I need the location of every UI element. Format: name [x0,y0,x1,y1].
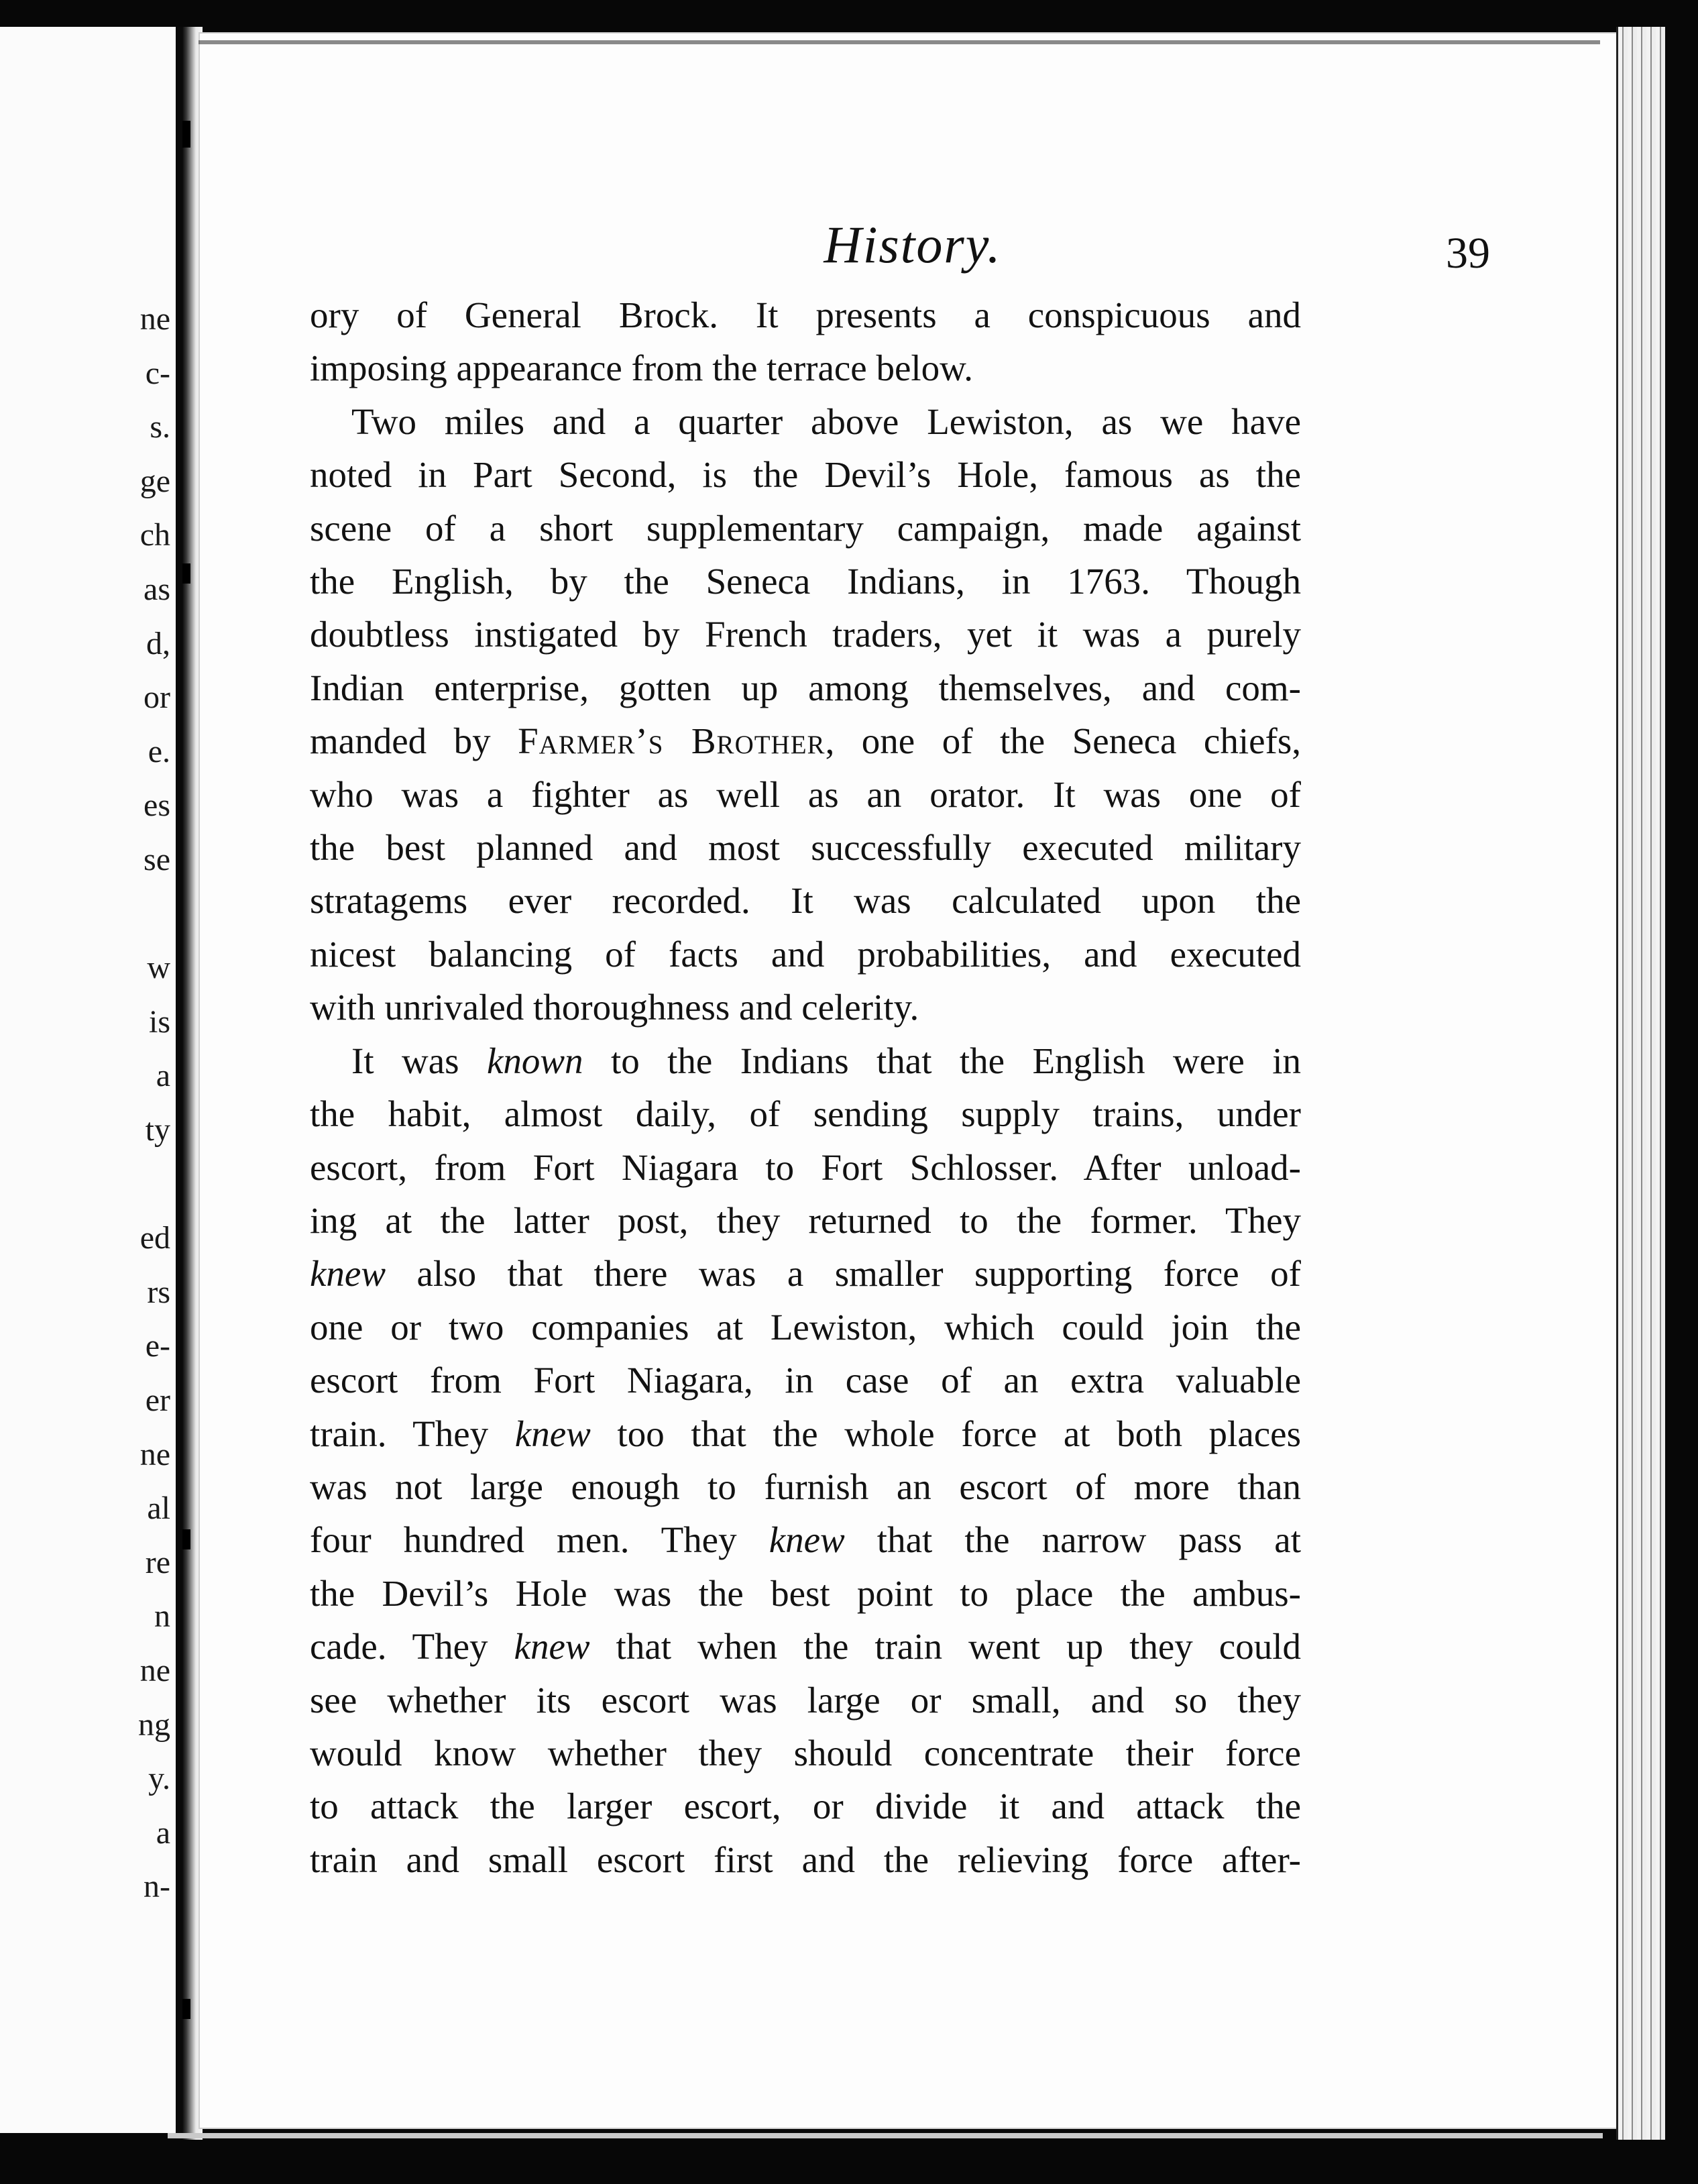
text-line [310,1833,1301,1886]
text-line [310,1141,1301,1194]
italic-emphasis: knew [310,1253,386,1295]
facing-page-fragment: es [144,787,170,824]
text-line [310,874,1301,927]
text-run: four hundred men. They [310,1519,769,1561]
text-line [310,1620,1301,1673]
text-run: too that the whole force at both places [590,1413,1301,1454]
text-line [310,768,1301,821]
facing-page-fragment: ch [139,517,170,553]
facing-page-fragment: d, [146,625,170,661]
text-run: to attack the larger escort, or divide it and attack the [310,1786,1301,1827]
text-line [310,981,1301,1034]
text-line [310,1674,1301,1727]
facing-page-fragment: ed [139,1220,170,1256]
facing-page [0,27,176,2133]
facing-page-fragment: ne [139,1653,170,1688]
text-run: ing at the latter post, they returned to the former. They [310,1199,1301,1241]
text-run: to the Indians that the English were in [583,1040,1301,1081]
text-run: nicest balancing of facts and probabilities, and executed [310,933,1301,975]
text-line [310,1087,1301,1140]
facing-page-fragment: ne [139,301,170,337]
text-line [310,288,1301,341]
page-edge-bottom [168,2133,1603,2138]
text-line [310,1301,1301,1354]
facing-page-fragment: or [144,679,170,716]
facing-page-fragment: a [156,1814,170,1851]
facing-page-fragment: se [144,842,170,877]
text-line [310,1727,1301,1780]
facing-page-fragment: n- [144,1869,170,1905]
page-edge-top [199,40,1600,44]
text-run: escort from Fort Niagara, in case of an extra valuable [310,1360,1301,1401]
text-run: stratagems ever recorded. It was calculated upon the [310,880,1301,922]
italic-emphasis: knew [514,1413,591,1454]
facing-page-fragment: w [147,950,170,986]
text-line [310,1407,1301,1460]
text-run: see whether its escort was large or small, and so they [310,1679,1301,1721]
text-run: who was a fighter as well as an orator. It was one of [310,773,1301,815]
text-line [310,821,1301,874]
facing-page-fragment: a [156,1058,170,1094]
facing-page-fragment: e- [145,1328,170,1364]
text-line [310,1354,1301,1407]
facing-page-fragment: ty [145,1112,170,1148]
facing-page-fragment: ng [138,1706,170,1743]
text-line [310,714,1301,767]
text-line [310,608,1301,661]
binding-stitch [182,1999,190,2019]
page-stack-edge [1616,27,1665,2140]
binding-stitch [182,1529,190,1549]
facing-page-fragment: ge [139,463,170,499]
text-run: also that there was a smaller supporting force of [386,1253,1301,1295]
text-run: with unrivaled thoroughness and celerity. [310,987,919,1028]
text-run: Two miles and a quarter above Lewiston, as we have [351,400,1301,442]
text-run: that when the train went up they could [589,1626,1301,1668]
italic-emphasis: known [486,1040,583,1081]
text-line [310,341,1301,394]
text-run: scene of a short supplementary campaign, made against [310,507,1301,549]
italic-emphasis: knew [769,1519,845,1561]
text-run: was not large enough to furnish an escort of more than [310,1466,1301,1507]
text-run: the Devil’s Hole was the best point to place the ambus- [310,1572,1301,1614]
text-line [310,1567,1301,1620]
italic-emphasis: knew [514,1626,590,1668]
text-line [310,502,1301,555]
text-line [310,448,1301,501]
text-line [310,1247,1301,1300]
facing-page-fragment: rs [147,1274,170,1310]
text-run: train and small escort first and the relieving force after- [310,1839,1301,1880]
text-line [310,661,1301,714]
text-run: It was [351,1040,487,1081]
facing-page-fragment: er [145,1382,170,1418]
text-line [310,928,1301,981]
text-run: manded by [310,720,518,762]
small-caps-name: Farmer’s Brother [518,720,826,762]
text-line [310,1780,1301,1833]
text-line [310,395,1301,448]
text-run: noted in Part Second, is the Devil’s Hole, famous as the [310,454,1301,496]
text-run: one or two companies at Lewiston, which could join the [310,1306,1301,1348]
body-text [310,288,1301,1886]
facing-page-fragment: c- [145,355,170,391]
text-run: , one of the Seneca chiefs, [825,720,1301,762]
facing-page-fragment: ne [139,1436,170,1472]
text-run: the best planned and most successfully executed military [310,827,1301,869]
text-run: ory of General Brock. It presents a conspicuous and [310,294,1301,335]
text-run: Indian enterprise, gotten up among themselves, and com- [310,667,1301,708]
text-run: imposing appearance from the terrace below. [310,347,974,389]
binding-stitch [182,121,190,148]
text-line [310,555,1301,608]
binding-stitch [182,563,190,584]
facing-page-fragment: e. [148,733,170,769]
running-head: History. [824,215,1002,274]
text-run: that the narrow pass at [844,1519,1301,1561]
facing-page-fragment: y. [148,1761,170,1797]
facing-page-fragment: al [147,1490,170,1527]
text-run: train. They [310,1413,515,1454]
text-run: would know whether they should concentrate their force [310,1732,1301,1773]
text-run: the habit, almost daily, of sending supply trains, under [310,1093,1301,1135]
facing-page-fragment: n [154,1598,170,1635]
text-run: cade. They [310,1626,514,1668]
text-run: escort, from Fort Niagara to Fort Schlosser. After unload- [310,1146,1301,1188]
text-run: doubtless instigated by French traders, yet it was a purely [310,614,1301,655]
page-number: 39 [1446,229,1490,278]
facing-page-fragment: is [148,1003,170,1040]
text-line [310,1194,1301,1247]
text-run: the English, by the Seneca Indians, in 1763. Though [310,561,1301,602]
text-line [310,1034,1301,1087]
text-line [310,1460,1301,1513]
facing-page-fragment: re [145,1544,170,1580]
facing-page-fragment: as [144,571,170,607]
text-line [310,1513,1301,1566]
facing-page-fragment: s. [150,409,170,445]
